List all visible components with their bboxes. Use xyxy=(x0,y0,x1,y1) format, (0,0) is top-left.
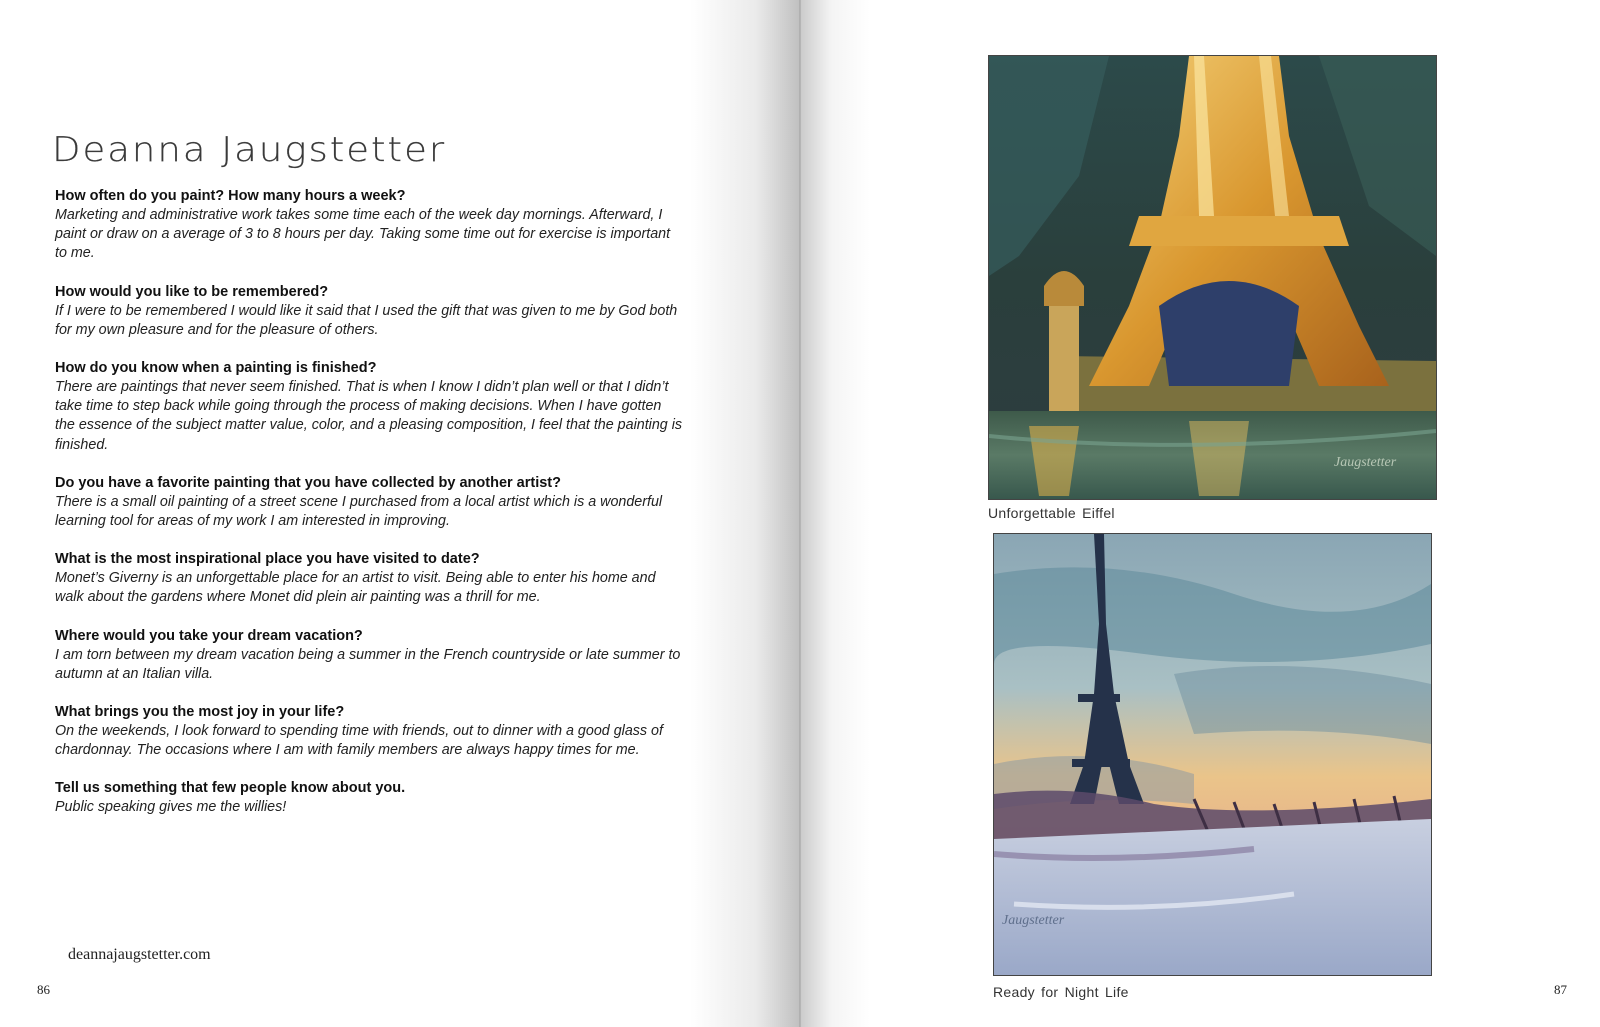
question-text: Tell us something that few people know about you. xyxy=(55,780,406,797)
qa-item xyxy=(55,359,685,455)
artist-name-heading: Deanna Jaugstetter xyxy=(52,129,447,170)
question-text: What brings you the most joy in your life? xyxy=(55,704,345,721)
page-number-right: 87 xyxy=(1554,982,1567,997)
question-text: How would you like to be remembered? xyxy=(55,283,329,300)
eiffel-night-painting-image xyxy=(989,56,1436,499)
interview-qa-list xyxy=(55,187,685,837)
caption-unforgettable-eiffel: Unforgettable Eiffel xyxy=(988,505,1115,521)
answer-text: Public speaking gives me the willies! xyxy=(55,799,287,816)
answer-text: On the weekends, I look forward to spending time with friends, out to dinner with a good glass of chardonnay. The occasions where I am with family members are always happy times for me. xyxy=(55,723,663,759)
gutter-shadow-left xyxy=(690,0,800,1027)
qa-item xyxy=(55,187,685,264)
page-number-left: 86 xyxy=(37,982,50,997)
qa-item xyxy=(55,627,685,684)
artist-signature: Jaugstetter xyxy=(1334,455,1397,470)
qa-item xyxy=(55,283,685,340)
answer-text: Marketing and administrative work takes some time each of the week day mornings. Afterward, I paint or draw on a average of 3 to 8 hours per day. Taking some time out for exercise is important to me. xyxy=(55,207,671,262)
book-gutter xyxy=(799,0,801,1027)
artist-website: deannajaugstetter.com xyxy=(68,946,211,963)
answer-text: There is a small oil painting of a street scene I purchased from a local artist which is a wonderful learning tool for areas of my work I am interested in improving. xyxy=(55,493,663,530)
qa-item xyxy=(55,703,685,760)
painting-unforgettable-eiffel xyxy=(988,55,1437,500)
answer-text: There are paintings that never seem finished. That is when I know I didn’t plan well or that I didn’t take time to step back while going through the process of making decisions. When I have gotten the essence of the subject matter value, color, and a pleasing composition, I feel that the painting is finished. xyxy=(55,379,683,453)
question-text: How often do you paint? How many hours a week? xyxy=(55,188,406,204)
question-text: How do you know when a painting is finished? xyxy=(55,360,377,377)
qa-item xyxy=(55,550,685,607)
artist-signature: Jaugstetter xyxy=(1002,913,1065,928)
painting-ready-for-night-life xyxy=(993,533,1432,976)
gutter-shadow-right xyxy=(800,0,870,1027)
caption-ready-for-night-life: Ready for Night Life xyxy=(993,984,1129,1000)
eiffel-dusk-painting-image xyxy=(994,534,1431,975)
qa-item xyxy=(55,474,685,531)
question-text: What is the most inspirational place you have visited to date? xyxy=(55,551,480,568)
question-text: Do you have a favorite painting that you have collected by another artist? xyxy=(55,474,561,491)
qa-item xyxy=(55,779,685,817)
answer-text: Monet’s Giverny is an unforgettable place for an artist to visit. Being able to enter his home and walk about the gardens where Monet did plein air painting was a thrill for me. xyxy=(55,570,656,606)
answer-text: I am torn between my dream vacation being a summer in the French countryside or late summer to autumn at an Italian villa. xyxy=(55,646,681,682)
answer-text: If I were to be remembered I would like it said that I used the gift that was given to me by God both for my own pleasure and for the pleasure of others. xyxy=(55,302,678,338)
question-text: Where would you take your dream vacation? xyxy=(55,627,363,644)
